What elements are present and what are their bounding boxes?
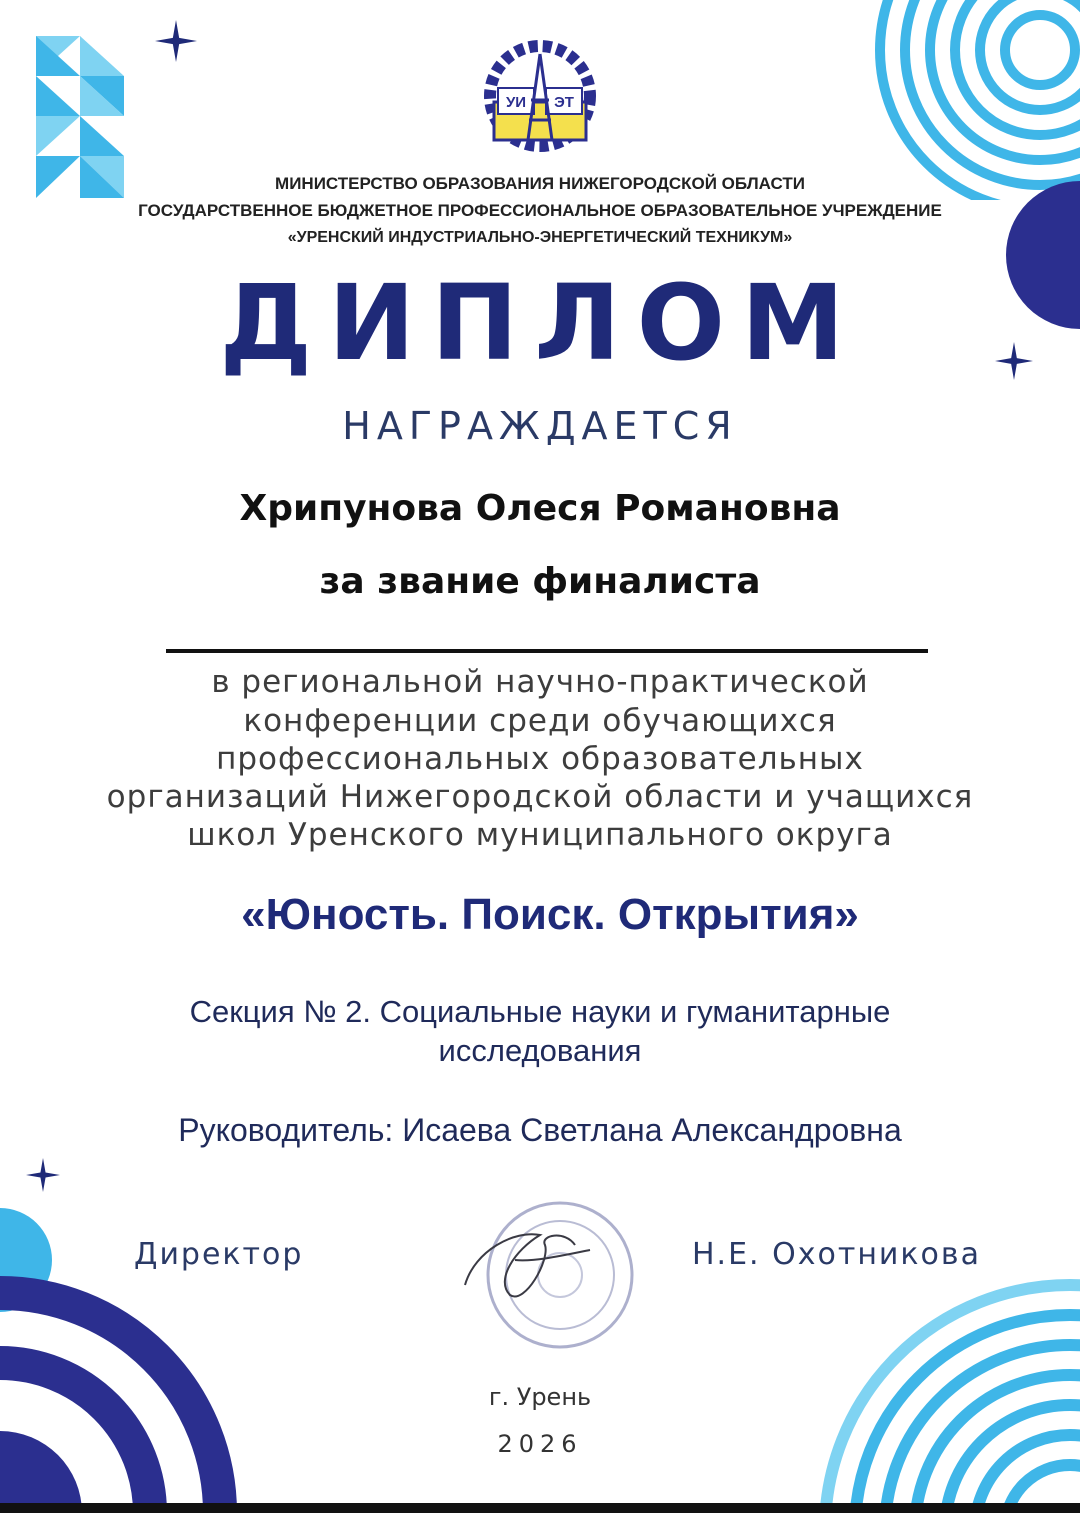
conference-line: школ Уренского муниципального округа — [187, 817, 893, 853]
year: 2026 — [497, 1430, 583, 1458]
sparkle-icon — [155, 20, 197, 62]
svg-text:УИ: УИ — [505, 94, 527, 111]
institution-name: «УРЕНСКИЙ ИНДУСТРИАЛЬНО-ЭНЕРГЕТИЧЕСКИЙ ТЕХНИКУМ» — [287, 229, 793, 246]
conference-line: организаций Нижегородской области и учащихся — [106, 779, 974, 815]
city: г. Урень — [488, 1383, 592, 1411]
divider-line — [166, 649, 928, 653]
svg-text:ЭТ: ЭТ — [554, 94, 574, 111]
director-name: Н.Е. Охотникова — [692, 1237, 981, 1272]
conference-line: в региональной научно-практической — [211, 664, 869, 700]
bottom-border — [0, 1503, 1080, 1513]
conference-line: конференции среди обучающихся — [243, 703, 837, 739]
recipient-name: Хрипунова Олеся Романовна — [239, 488, 841, 529]
section-line: исследования — [438, 1033, 642, 1068]
institution-type: ГОСУДАРСТВЕННОЕ БЮДЖЕТНОЕ ПРОФЕССИОНАЛЬНОЕ ОБРАЗОВАТЕЛЬНОЕ УЧРЕЖДЕНИЕ — [138, 201, 942, 220]
conference-line: профессиональных образовательных — [216, 741, 864, 777]
sparkle-icon — [26, 1158, 60, 1192]
college-logo — [484, 40, 596, 152]
ministry-name: МИНИСТЕРСТВО ОБРАЗОВАНИЯ НИЖЕГОРОДСКОЙ ОБЛАСТИ — [275, 174, 805, 193]
supervisor: Руководитель: Исаева Светлана Александровна — [178, 1112, 902, 1148]
director-label: Директор — [134, 1237, 304, 1272]
diploma-title: ДИПЛОМ — [219, 262, 861, 384]
section-line: Секция № 2. Социальные науки и гуманитарные — [189, 994, 891, 1029]
award-reason: за звание финалиста — [319, 561, 761, 602]
official-stamp-with-signature — [455, 1190, 635, 1360]
event-name: «Юность. Поиск. Открытия» — [241, 890, 859, 939]
awarded-label: НАГРАЖДАЕТСЯ — [342, 404, 738, 448]
concentric-circles-decoration — [840, 0, 1080, 200]
